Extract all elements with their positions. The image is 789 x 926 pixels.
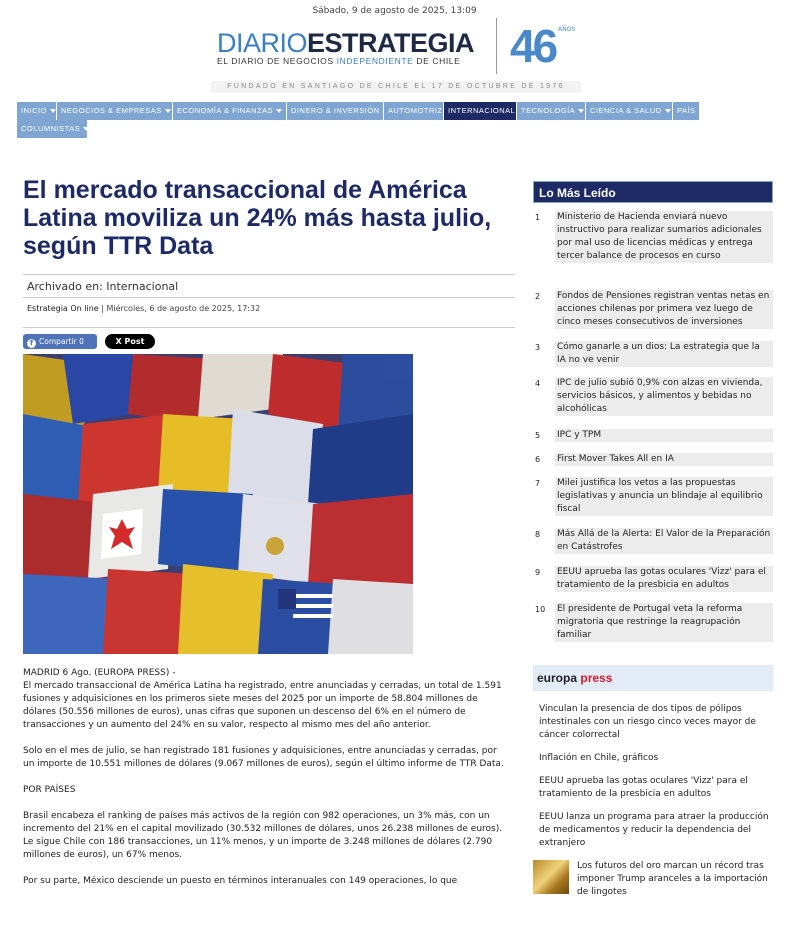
current-date: Sábado, 9 de agosto de 2025, 13:09 [312, 6, 477, 16]
nav-dinero[interactable] [287, 102, 384, 120]
item-title[interactable]: IPC de julio subió 0,9% con alzas en vivienda, servicios básicos, y alimentos y bebidas no alcohólicas [555, 377, 773, 416]
anniversary-label: AÑOS [558, 26, 576, 33]
site-logo[interactable] [217, 28, 474, 58]
item-number: 5 [535, 431, 541, 440]
nav-label: NEGOCIOS & EMPRESAS [61, 106, 162, 115]
nav-label: CIENCIA & SALUD [590, 106, 662, 115]
item-number: 9 [535, 568, 541, 577]
founded-line: FUNDADO EN SANTIAGO DE CHILE EL 17 DE OCTUBRE DE 1976 [211, 81, 581, 93]
archived-in[interactable]: Archivado en: Internacional [23, 274, 515, 298]
nav-label: INICIO [21, 106, 47, 115]
nav-columnistas[interactable] [17, 120, 88, 138]
europa-press-item[interactable]: EEUU aprueba las gotas oculares 'Vizz' para el tratamiento de la presbicia en adultos [539, 776, 748, 799]
nav-internacional[interactable] [444, 102, 517, 120]
nav-label: AUTOMOTRIZ [388, 106, 443, 115]
item-number: 4 [535, 379, 541, 388]
article-body [23, 667, 507, 901]
nav-label: TECNOLOGÍA [521, 106, 576, 115]
nav-label: COLUMNISTAS [21, 124, 81, 133]
europa-press-item[interactable]: Vinculan la presencia de dos tipos de pólipos intestinales con un riesgo cinco veces mayor de cáncer colorrectal [539, 704, 756, 740]
europa-press-item[interactable]: Inflación en Chile, gráficos [539, 753, 659, 763]
item-title[interactable]: EEUU aprueba las gotas oculares 'Vizz' para el tratamiento de la presbicia en adultos [555, 566, 773, 592]
item-number: 8 [535, 530, 541, 539]
dateline: MADRID 6 Ago. (EUROPA PRESS) - [23, 668, 176, 678]
logo-divider [496, 18, 497, 74]
logo-diario: DIARIO [217, 28, 308, 58]
nav-economia[interactable] [173, 102, 287, 120]
x-post-button[interactable]: X Post [105, 334, 155, 349]
tagline [217, 56, 460, 66]
nav-label: PAÍS [677, 106, 696, 115]
item-number: 6 [535, 455, 541, 464]
europa-press-heading[interactable] [533, 665, 773, 691]
paragraph: Por su parte, México desciende un puesto en términos interanuales con 149 operaciones, lo que [23, 876, 458, 886]
logo-estrategia: ESTRATEGIA [307, 28, 475, 58]
nav-inicio[interactable] [17, 102, 57, 120]
divider [23, 327, 515, 328]
byline-source: Estrategia On line [27, 304, 99, 313]
facebook-share-button[interactable] [23, 334, 97, 349]
most-read-heading: Lo Más Leído [533, 181, 773, 203]
share-label: Compartir 0 [39, 337, 84, 346]
byline-date: Miércoles, 6 de agosto de 2025, 17:32 [106, 304, 261, 313]
chevron-down-icon [578, 109, 584, 113]
chevron-down-icon [276, 109, 282, 113]
paragraph: Brasil encabeza el ranking de países más activos de la región con 982 operaciones, un 3% más, con un incremento del 21% en el capital movilizado (30.532 millones de dólares, unos 26.238 millones de euros). Le sigue Chile con 186 transacciones, un 11% menos, y un importe de 3.248 millones de dólares (2.790 millones de euros), un 67% menos. [23, 811, 503, 860]
brand-europa: europa [537, 671, 578, 685]
item-title[interactable]: Cómo ganarle a un dios: La estrategia que la IA no ve venir [555, 341, 773, 367]
item-title[interactable]: Más Allá de la Alerta: El Valor de la Preparación en Catástrofes [555, 528, 773, 554]
flags-image [23, 354, 413, 654]
article-photo-flags [23, 354, 413, 654]
item-number: 7 [535, 479, 541, 488]
item-title[interactable]: First Mover Takes All en IA [555, 453, 773, 466]
paragraph: Solo en el mes de julio, se han registrado 181 fusiones y adquisiciones, entre anunciadas y cerradas, por un importe de 10.551 millones de dólares (9.067 millones de euros), según el último informe de TTR Data. [23, 746, 504, 769]
brand-press: press [580, 671, 613, 685]
europa-press-item[interactable]: Los futuros del oro marcan un récord tras imponer Trump aranceles a la importación de lingotes [577, 861, 768, 897]
anniversary-badge [506, 18, 574, 74]
nav-pais[interactable] [673, 102, 700, 120]
item-title[interactable]: Milei justifica los vetos a las propuestas legislativas y anuncia un blindaje al equilibrio fiscal [555, 477, 773, 516]
tagline-post: DE CHILE [416, 56, 461, 66]
item-title[interactable]: Ministerio de Hacienda enviará nuevo instructivo para realizar sumarios adicionales por mal uso de licencias médicas y entrega tercer balance de procesos en curso [555, 211, 773, 263]
nav-label: INTERNACIONAL [448, 106, 516, 115]
nav-tecnologia[interactable] [517, 102, 586, 120]
item-number: 10 [535, 605, 546, 614]
nav-ciencia[interactable] [586, 102, 673, 120]
nav-automotriz[interactable] [384, 102, 444, 120]
chevron-down-icon [50, 109, 56, 113]
chevron-down-icon [665, 109, 671, 113]
facebook-icon: f [27, 339, 36, 348]
tagline-pre: EL DIARIO DE NEGOCIOS [217, 56, 334, 66]
gold-bars-thumbnail[interactable] [533, 860, 569, 894]
item-title[interactable]: El presidente de Portugal veta la reforma migratoria que restringe la reagrupación familiar [555, 603, 773, 642]
nav-label: DINERO & INVERSIÓN [291, 106, 380, 115]
chevron-down-icon [83, 127, 88, 131]
item-number: 1 [535, 213, 541, 222]
section-heading: POR PAÍSES [23, 785, 76, 795]
item-title[interactable]: IPC y TPM [555, 429, 773, 442]
article-title: El mercado transaccional de América Latina moviliza un 24% más hasta julio, según TTR Data [23, 176, 492, 260]
byline: Estrategia On line | Miércoles, 6 de agosto de 2025, 17:32 [27, 304, 261, 313]
tagline-highlight: INDEPENDIENTE [336, 56, 414, 66]
nav-label: ECONOMÍA & FINANZAS [177, 106, 274, 115]
nav-negocios[interactable] [57, 102, 173, 120]
paragraph: El mercado transaccional de América Latina ha registrado, entre anunciadas y cerradas, un total de 1.591 fusiones y adquisiciones en los primeros siete meses del 2025 por un importe de 58.804 millones de dólares (50.556 millones de euros), unas cifras que suponen un descenso del 6% en el número de transacciones y un aumento del 24% en su valor, respecto al mismo mes del año anterior. [23, 681, 502, 730]
europa-press-item[interactable]: EEUU lanza un programa para atraer la producción de medicamentos y reducir la dependencia del extranjero [539, 812, 769, 848]
item-title[interactable]: Fondos de Pensiones registran ventas netas en acciones chilenas por primera vez luego de cinco meses consecutivos de inversiones [555, 290, 773, 329]
item-number: 2 [535, 292, 541, 301]
anniversary-number: 46 [510, 20, 556, 72]
item-number: 3 [535, 343, 541, 352]
chevron-down-icon [165, 109, 171, 113]
